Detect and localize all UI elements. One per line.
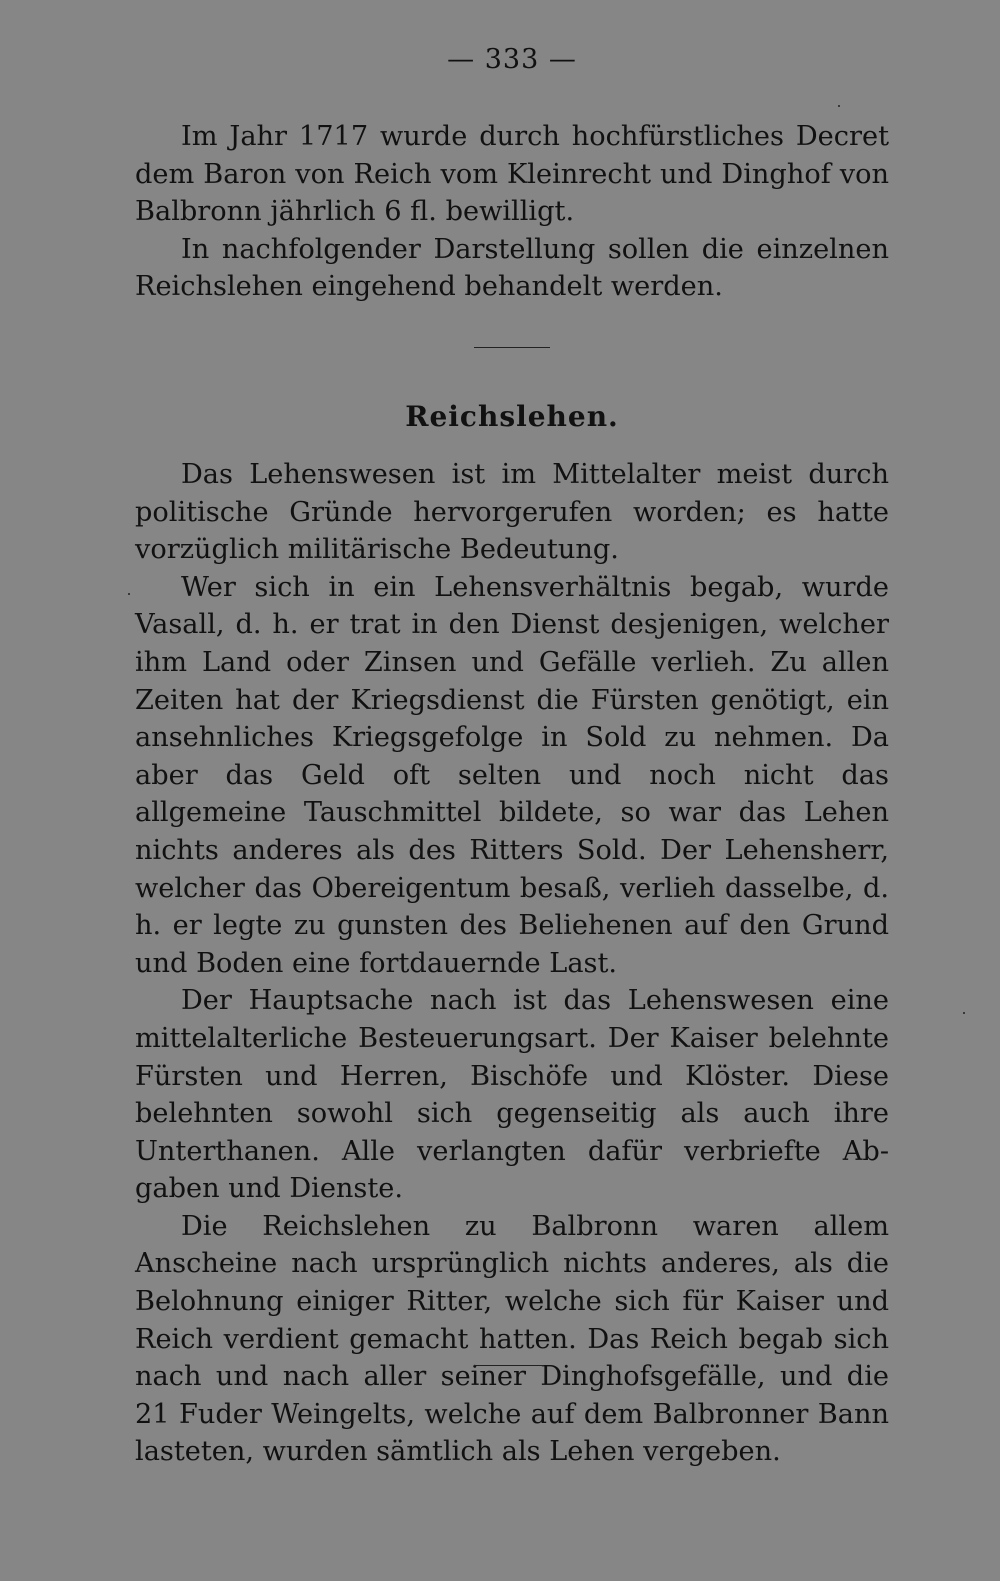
scan-speck (128, 593, 130, 595)
scan-speck (963, 1012, 965, 1014)
section-heading: Reichslehen. (405, 400, 619, 433)
separator-rule-top (474, 347, 550, 348)
intro-text (135, 118, 889, 306)
section-paragraph-1: Das Lehenswesen ist im Mittelalter meist durch politische Gründe hervorgerufen worden; es hatte vorzüglich militärische Bedeutung. (135, 459, 889, 566)
separator-rule-bottom (474, 1365, 544, 1366)
section-paragraph-3: Der Hauptsache nach ist das Lehenswesen eine mittelalterliche Besteuerungsart. Der Kaiser belehnte Fürsten und Herren, Bischöfe und Klöster. Diese belehnten sowohl sich gegenseitig als auch ihre Unterthanen. Alle verlangten dafür verbriefte Abgaben und Dienste. (135, 985, 889, 1205)
scan-speck (838, 105, 840, 107)
section-paragraph-2: Wer sich in ein Lehensverhältnis begab, wurde Vasall, d. h. er trat in den Dienst desjenigen, welcher ihm Land oder Zinsen und Gefälle verlieh. Zu allen Zeiten hat der Kriegsdienst die Fürsten genötigt, ein ansehnliches Kriegsgefolge in Sold zu nehmen. Da aber das Geld oft selten und noch nicht das allgemeine Tauschmittel bildete, so war das Lehen nichts anderes als des Ritters Sold. Der Lehensherr, welcher das Obereigentum besaß, verlieh dasselbe, d. h. er legte zu gunsten des Beliehenen auf den Grund und Boden eine fortdauernde Last. (135, 571, 889, 979)
intro-paragraph-1: Im Jahr 1717 wurde durch hochfürstliches Decret dem Baron von Reich vom Kleinrecht und Dinghof von Balbronn jährlich 6 fl. bewilligt. (135, 121, 889, 228)
page-number: — 333 — (447, 44, 577, 75)
intro-paragraph-2: In nachfolgender Darstellung sollen die einzelnen Reichslehen eingehend behandelt werden. (135, 233, 889, 303)
section-body (135, 456, 889, 1471)
section-paragraph-4: Die Reichslehen zu Balbronn waren allem Anscheine nach ursprünglich nichts anderes, als die Belohnung einiger Ritter, welche sich für Kaiser und Reich verdient gemacht hatten. Das Reich begab sich nach und nach aller seiner Dinghofsgefälle, und die 21 Fuder Weingelts, welche auf dem Balbronner Bann lasteten, wurden sämtlich als Lehen vergeben. (135, 1210, 889, 1468)
